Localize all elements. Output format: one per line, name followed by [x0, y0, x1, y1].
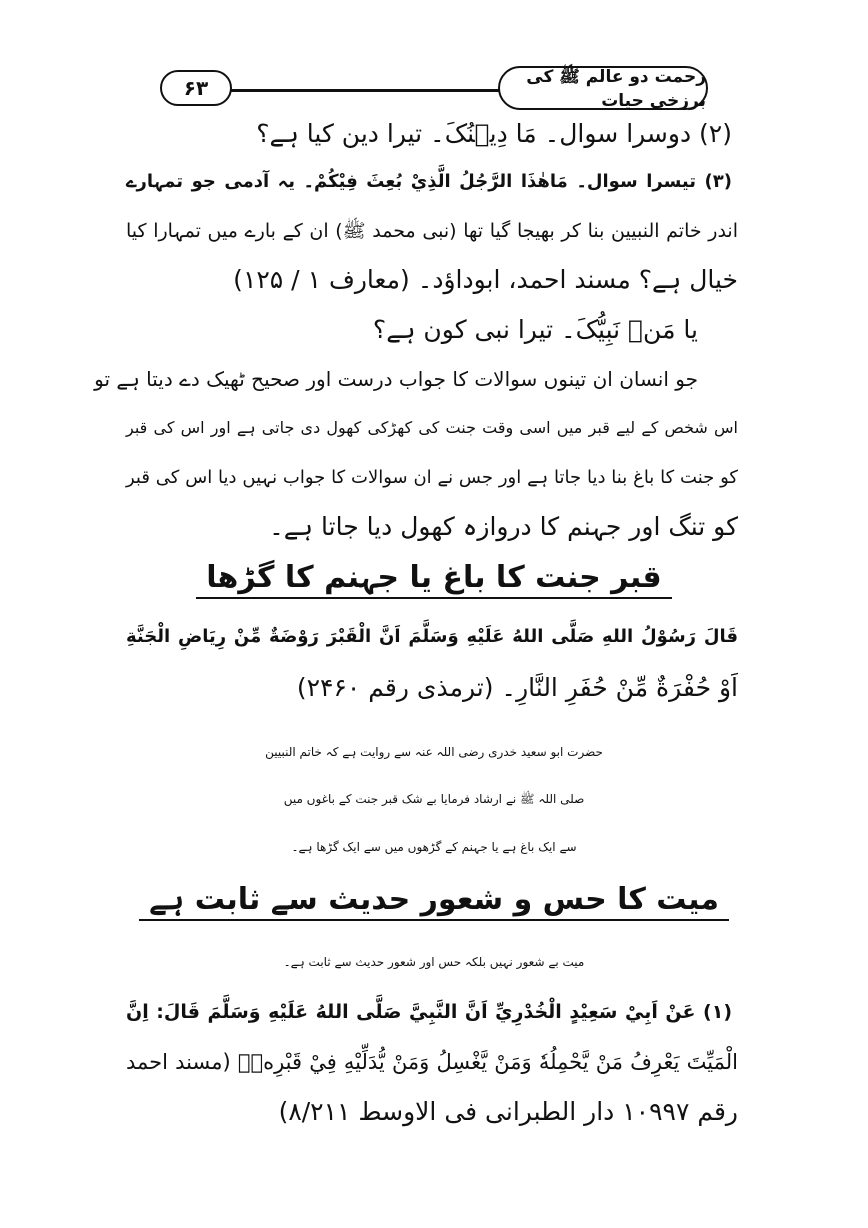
- text-line: یا مَنۡ نَبِیُّکَ۔ تیرا نبی کون ہے؟: [372, 315, 698, 344]
- running-title: رحمت دو عالم ﷺ کی برزخی حیات: [498, 66, 708, 110]
- section-heading: [0, 560, 868, 599]
- text-line: میت بے شعور نہیں بلکہ حس اور شعور حدیث سے ثابت ہے۔: [283, 955, 585, 969]
- header-rule: [220, 89, 508, 92]
- arabic-line: الْمَيِّتَ يَعْرِفُ مَنْ يَّحْمِلُهٗ وَمَنْ يَّغْسِلُ وَمَنْ يُّدَلِّيْهِ فِيْ قَبْرِهٖ۔ (مسند احمد: [126, 1050, 738, 1074]
- text-line: صلی اللہ ﷺ نے ارشاد فرمایا بے شک قبر جنت کے باغوں میں: [283, 792, 585, 806]
- section-heading: [0, 882, 868, 921]
- page-number: ۶۳: [160, 70, 232, 106]
- arabic-line: اَوْ حُفْرَةٌ مِّنْ حُفَرِ النَّارِ۔ (ترمذی رقم ۲۴۶۰): [296, 673, 738, 702]
- text-line: جو انسان ان تینوں سوالات کا جواب درست اور صحیح ٹھیک دے دیتا ہے تو: [94, 367, 698, 391]
- section-heading-text: میت کا حس و شعور حدیث سے ثابت ہے: [139, 882, 729, 921]
- text-line: اس شخص کے لیے قبر میں اسی وقت جنت کی کھڑکی کھول دی جاتی ہے اور اس کی قبر: [126, 418, 738, 437]
- section-heading-text: قبر جنت کا باغ یا جہنم کا گڑھا: [196, 560, 671, 599]
- text-line: حضرت ابو سعید خدری رضی اللہ عنہ سے روایت ہے کہ خاتم النبیین: [265, 745, 603, 759]
- text-line: (۲) دوسرا سوال۔ مَا دِیۡنُکَ۔ تیرا دین کیا ہے؟: [256, 119, 732, 148]
- text-line: (۳) تیسرا سوال۔ مَاهٰذَا الرَّجُلُ الَّذِيْ بُعِثَ فِيْكُمْ۔ یہ آدمی جو تمہارے: [126, 171, 732, 192]
- page-header: [160, 62, 708, 116]
- arabic-line: رقم ۱۰۹۹۷ دار الطبرانی فی الاوسط ۸/۲۱۱): [278, 1097, 738, 1126]
- text-line: خیال ہے؟ مسند احمد، ابوداؤد۔ (معارف ۱ / ۱۲۵): [233, 265, 738, 294]
- text-line: کو جنت کا باغ بنا دیا جاتا ہے اور جس نے ان سوالات کا جواب نہیں دیا اس کی قبر: [126, 467, 738, 488]
- text-line: کو تنگ اور جہنم کا دروازہ کھول دیا جاتا ہے۔: [269, 512, 738, 541]
- arabic-line: قَالَ رَسُوْلُ اللهِ صَلَّى اللهُ عَلَيْهِ وَسَلَّمَ اَنَّ الْقَبْرَ رَوْضَةٌ مِّنْ رِيَاضِ الْجَنَّةِ: [126, 626, 738, 647]
- text-line: اندر خاتم النبیین بنا کر بھیجا گیا تھا (نبی محمد ﷺ) ان کے بارے میں تمہارا کیا: [126, 220, 738, 242]
- arabic-line: (۱) عَنْ اَبِيْ سَعِيْدٍ الْخُدْرِيِّ اَنَّ النَّبِيَّ صَلَّى اللهُ عَلَيْهِ وَسَلَّمَ قَالَ: اِنَّ: [126, 1001, 732, 1023]
- text-line: سے ایک باغ ہے یا جہنم کے گڑھوں میں سے ایک گڑھا ہے۔: [291, 840, 577, 854]
